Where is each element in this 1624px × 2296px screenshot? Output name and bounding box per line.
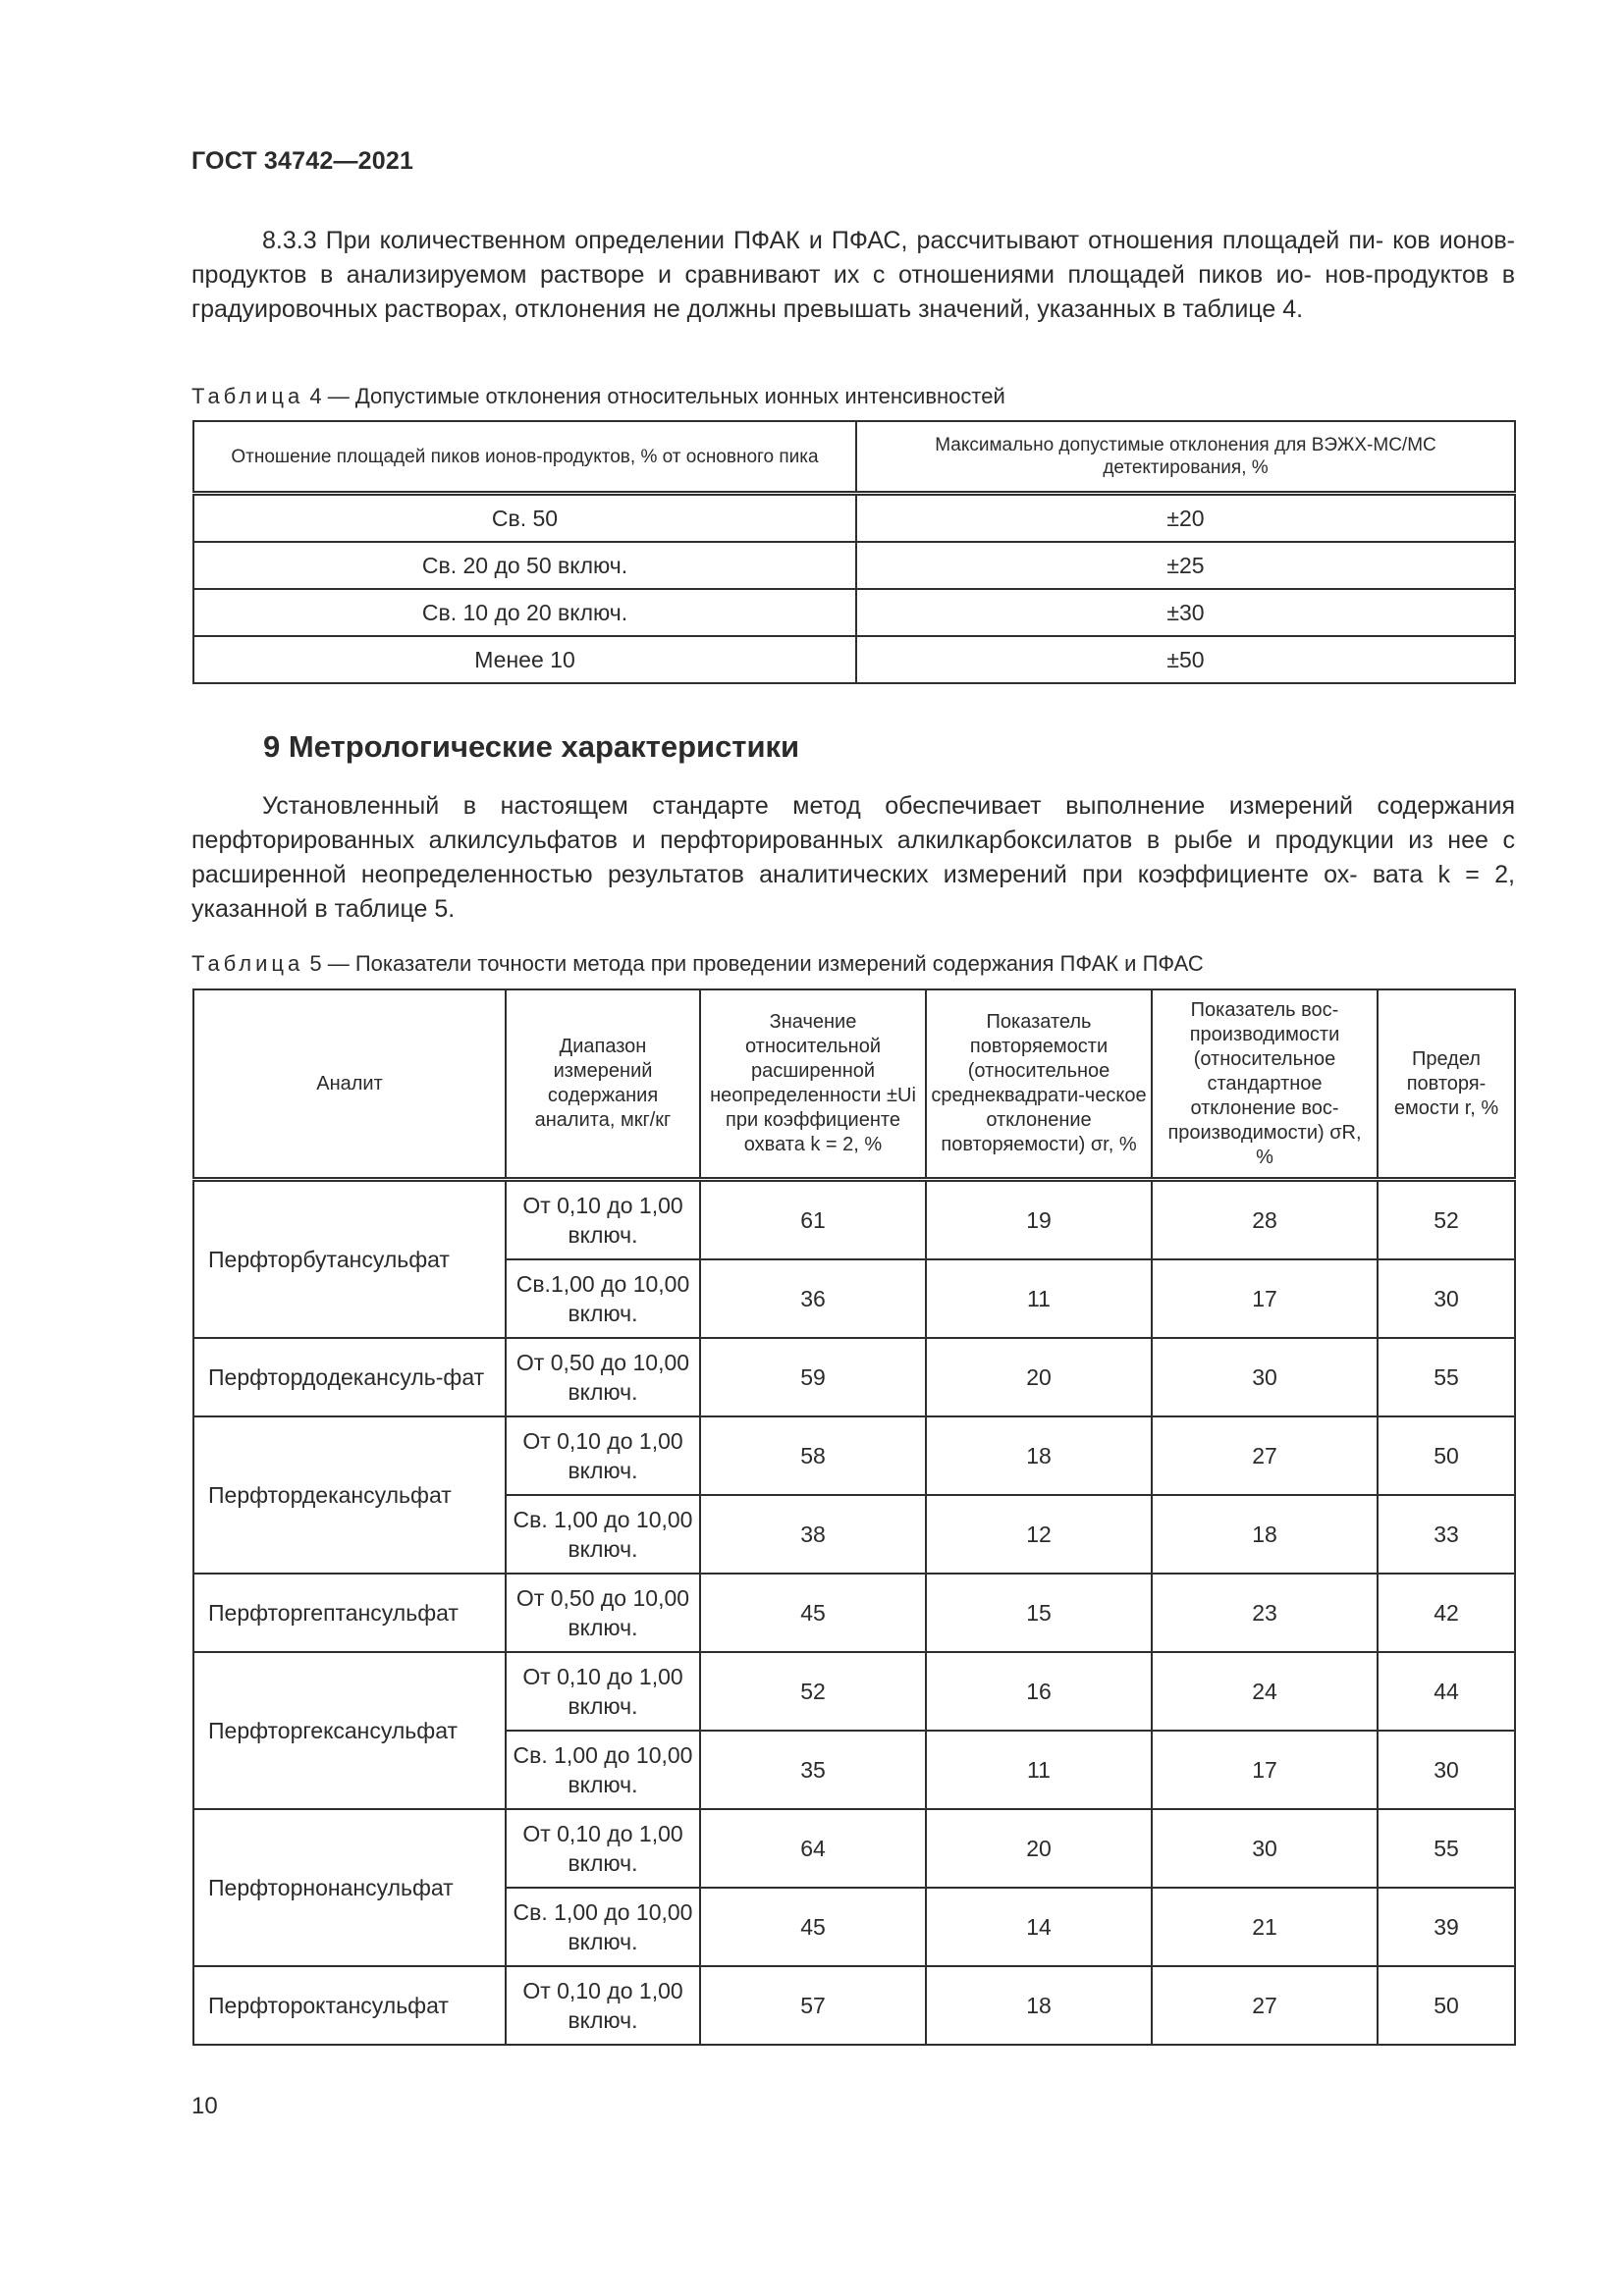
- column-header-reproducibility: Показатель вос-производимости (относительное стандартное отклонение вос-производимости) σR, %: [1152, 989, 1378, 1180]
- paragraph-line: ков ионов-продуктов в анализируемом растворе и сравнивают их с отношениями площадей пиков ио-: [191, 227, 1515, 289]
- cell-analyte: Перфтордекансульфат: [193, 1416, 506, 1574]
- cell-reproducibility: 21: [1152, 1888, 1378, 1966]
- paragraph-line: нее с расширенной неопределенностью результатов аналитических измерений при коэффициенте ох-: [191, 827, 1515, 888]
- cell-reproducibility: 30: [1152, 1809, 1378, 1888]
- cell-ratio: Св. 10 до 20 включ.: [193, 589, 856, 636]
- cell-reproducibility: 30: [1152, 1338, 1378, 1416]
- cell-range: Св.1,00 до 10,00 включ.: [506, 1259, 700, 1338]
- cell-uncertainty: 64: [700, 1809, 926, 1888]
- cell-reproducibility: 24: [1152, 1652, 1378, 1731]
- paragraph-line: таблице 4.: [1182, 295, 1304, 323]
- paragraph-section-9: [191, 789, 1515, 927]
- table-header-row: [193, 421, 1515, 494]
- table-row: [193, 1180, 1515, 1260]
- cell-uncertainty: 38: [700, 1495, 926, 1574]
- table-row: [193, 542, 1515, 589]
- cell-analyte: Перфторгексансульфат: [193, 1652, 506, 1809]
- table-caption-text: 5 — Показатели точности метода при проведении измерений содержания ПФАК и ПФАС: [309, 951, 1204, 976]
- cell-reproducibility: 17: [1152, 1731, 1378, 1809]
- cell-uncertainty: 57: [700, 1966, 926, 2045]
- cell-uncertainty: 52: [700, 1652, 926, 1731]
- table-header-row: [193, 989, 1515, 1180]
- cell-ratio: Менее 10: [193, 636, 856, 683]
- cell-uncertainty: 61: [700, 1180, 926, 1260]
- table-5-caption: [191, 950, 1204, 978]
- table-row: [193, 1809, 1515, 1888]
- cell-repeatability: 20: [926, 1809, 1152, 1888]
- cell-deviation: ±50: [856, 636, 1515, 683]
- cell-limit: 55: [1378, 1809, 1515, 1888]
- table-row: [193, 589, 1515, 636]
- cell-limit: 39: [1378, 1888, 1515, 1966]
- cell-repeatability: 11: [926, 1731, 1152, 1809]
- cell-reproducibility: 27: [1152, 1416, 1378, 1495]
- cell-ratio: Св. 20 до 50 включ.: [193, 542, 856, 589]
- cell-uncertainty: 59: [700, 1338, 926, 1416]
- cell-limit: 50: [1378, 1966, 1515, 2045]
- table-row: [193, 636, 1515, 683]
- cell-uncertainty: 35: [700, 1731, 926, 1809]
- cell-limit: 50: [1378, 1416, 1515, 1495]
- cell-range: От 0,10 до 1,00 включ.: [506, 1809, 700, 1888]
- cell-range: Св. 1,00 до 10,00 включ.: [506, 1731, 700, 1809]
- cell-range: От 0,10 до 1,00 включ.: [506, 1416, 700, 1495]
- cell-limit: 52: [1378, 1180, 1515, 1260]
- cell-uncertainty: 45: [700, 1888, 926, 1966]
- cell-repeatability: 18: [926, 1966, 1152, 2045]
- cell-reproducibility: 17: [1152, 1259, 1378, 1338]
- cell-analyte: Перфторнонансульфат: [193, 1809, 506, 1966]
- cell-deviation: ±25: [856, 542, 1515, 589]
- cell-analyte: Перфторгептансульфат: [193, 1574, 506, 1652]
- document-code: ГОСТ 34742—2021: [191, 147, 414, 175]
- column-header-analyte: Аналит: [193, 989, 506, 1180]
- paragraph-line: нов-продуктов в градуировочных растворах, отклонения не должны превышать значений, указанных в: [191, 261, 1515, 323]
- table-5: [192, 988, 1516, 2046]
- paragraph-line: 8.3.3 При количественном определении ПФАК и ПФАС, рассчитывают отношения площадей пи-: [262, 227, 1384, 254]
- cell-range: От 0,10 до 1,00 включ.: [506, 1652, 700, 1731]
- section-9-title: 9 Метрологические характеристики: [263, 729, 800, 764]
- cell-limit: 55: [1378, 1338, 1515, 1416]
- cell-reproducibility: 23: [1152, 1574, 1378, 1652]
- table-row: [193, 1652, 1515, 1731]
- cell-deviation: ±30: [856, 589, 1515, 636]
- table-row: [193, 1416, 1515, 1495]
- cell-uncertainty: 36: [700, 1259, 926, 1338]
- cell-repeatability: 14: [926, 1888, 1152, 1966]
- table-4: [192, 420, 1516, 684]
- cell-analyte: Перфтороктансульфат: [193, 1966, 506, 2045]
- cell-uncertainty: 45: [700, 1574, 926, 1652]
- table-row: [193, 1574, 1515, 1652]
- cell-repeatability: 16: [926, 1652, 1152, 1731]
- cell-limit: 42: [1378, 1574, 1515, 1652]
- cell-limit: 44: [1378, 1652, 1515, 1731]
- cell-repeatability: 18: [926, 1416, 1152, 1495]
- cell-range: От 0,50 до 10,00 включ.: [506, 1338, 700, 1416]
- cell-repeatability: 15: [926, 1574, 1152, 1652]
- cell-limit: 33: [1378, 1495, 1515, 1574]
- table-row: [193, 494, 1515, 543]
- cell-repeatability: 19: [926, 1180, 1152, 1260]
- cell-range: От 0,10 до 1,00 включ.: [506, 1966, 700, 2045]
- paragraph-line: перфторированных алкилсульфатов и перфторированных алкилкарбоксилатов в рыбе и продукции из: [191, 827, 1434, 854]
- column-header-range: Диапазон измерений содержания аналита, мкг/кг: [506, 989, 700, 1180]
- page-number: 10: [191, 2093, 218, 2119]
- cell-reproducibility: 27: [1152, 1966, 1378, 2045]
- cell-analyte: Перфтордодекансуль-фат: [193, 1338, 506, 1416]
- cell-range: От 0,10 до 1,00 включ.: [506, 1180, 700, 1260]
- cell-repeatability: 12: [926, 1495, 1152, 1574]
- table-4-caption: [191, 383, 1005, 410]
- cell-range: Св. 1,00 до 10,00 включ.: [506, 1495, 700, 1574]
- table-caption-prefix: Таблица: [191, 384, 304, 408]
- column-header-repeatability: Показатель повторяемости (относительное среднеквадрати-ческое отклонение повторяемости) σr, %: [926, 989, 1152, 1180]
- cell-reproducibility: 18: [1152, 1495, 1378, 1574]
- cell-repeatability: 11: [926, 1259, 1152, 1338]
- column-header-uncertainty: Значение относительной расширенной неопределенности ±Ui при коэффициенте охвата k = 2, %: [700, 989, 926, 1180]
- cell-deviation: ±20: [856, 494, 1515, 543]
- column-header-limit: Предел повторя-емости r, %: [1378, 989, 1515, 1180]
- table-row: [193, 1338, 1515, 1416]
- column-header-ratio: Отношение площадей пиков ионов-продуктов, % от основного пика: [193, 421, 856, 494]
- cell-analyte: Перфторбутансульфат: [193, 1180, 506, 1339]
- paragraph-line: вата k = 2, указанной в таблице 5.: [191, 861, 1515, 923]
- paragraph-8-3-3: [191, 224, 1515, 327]
- cell-range: Св. 1,00 до 10,00 включ.: [506, 1888, 700, 1966]
- table-caption-prefix: Таблица: [191, 951, 304, 976]
- paragraph-line: Установленный в настоящем стандарте метод обеспечивает выполнение измерений содержания: [262, 792, 1515, 820]
- column-header-deviation: Максимально допустимые отклонения для ВЭЖХ-МС/МС детектирования, %: [856, 421, 1515, 494]
- cell-limit: 30: [1378, 1259, 1515, 1338]
- cell-repeatability: 20: [926, 1338, 1152, 1416]
- cell-ratio: Св. 50: [193, 494, 856, 543]
- table-caption-text: 4 — Допустимые отклонения относительных ионных интенсивностей: [309, 384, 1005, 408]
- cell-range: От 0,50 до 10,00 включ.: [506, 1574, 700, 1652]
- cell-uncertainty: 58: [700, 1416, 926, 1495]
- cell-reproducibility: 28: [1152, 1180, 1378, 1260]
- table-row: [193, 1966, 1515, 2045]
- cell-limit: 30: [1378, 1731, 1515, 1809]
